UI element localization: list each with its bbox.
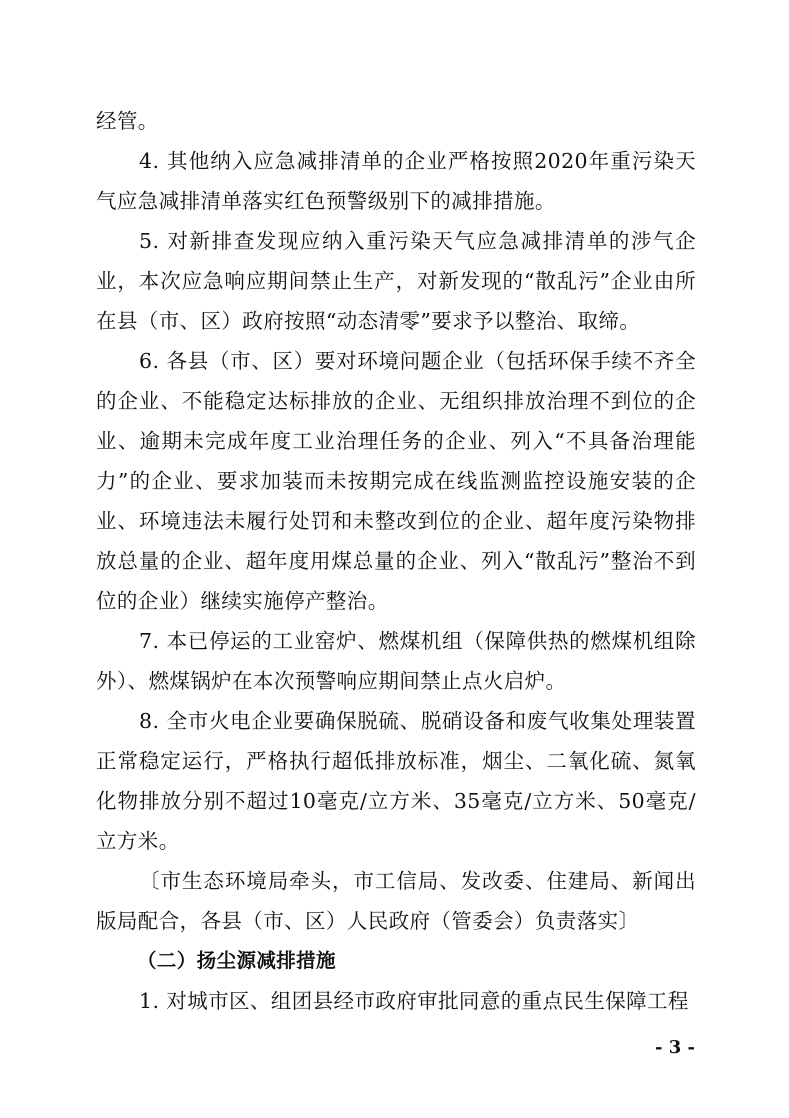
- paragraph-item-4: 4. 其他纳入应急减排清单的企业严格按照2020年重污染天气应急减排清单落实红色预警级别下的减排措施。: [96, 149, 696, 213]
- paragraph-continuation: 经管。: [96, 109, 159, 133]
- paragraph-dust-item-1: 1. 对城市区、组团县经市政府审批同意的重点民生保障工程: [139, 989, 689, 1013]
- paragraph-item-5: 5. 对新排查发现应纳入重污染天气应急减排清单的涉气企业，本次应急响应期间禁止生产，对新发现的“散乱污”企业由所在县（市、区）政府按照“动态清零”要求予以整治、取缔。: [96, 229, 696, 333]
- paragraph-item-8: 8. 全市火电企业要确保脱硫、脱硝设备和废气收集处理装置正常稳定运行，严格执行超低排放标准，烟尘、二氧化硫、氮氧化物排放分别不超过10毫克/立方米、35毫克/立方米、50毫克/立方米。: [96, 709, 696, 853]
- section-heading: （二）扬尘源减排措施: [136, 949, 336, 972]
- document-body: [96, 101, 696, 1021]
- paragraph-item-7: 7. 本已停运的工业窑炉、燃煤机组（保障供热的燃煤机组除外）、燃煤锅炉在本次预警响应期间禁止点火启炉。: [96, 629, 696, 693]
- page-number: - 3 -: [655, 1037, 695, 1058]
- responsibility-note: 〔市生态环境局牵头，市工信局、发改委、住建局、新闻出版局配合，各县（市、区）人民政府（管委会）负责落实〕: [96, 869, 696, 933]
- paragraph-item-6: 6. 各县（市、区）要对环境问题企业（包括环保手续不齐全的企业、不能稳定达标排放的企业、无组织排放治理不到位的企业、逾期未完成年度工业治理任务的企业、列入“不具备治理能力”的企业、要求加装而未按期完成在线监测监控设施安装的企业、环境违法未履行处罚和未整改到位的企业、超年度污染物排放总量的企业、超年度用煤总量的企业、列入“散乱污”整治不到位的企业）继续实施停产整治。: [96, 349, 696, 613]
